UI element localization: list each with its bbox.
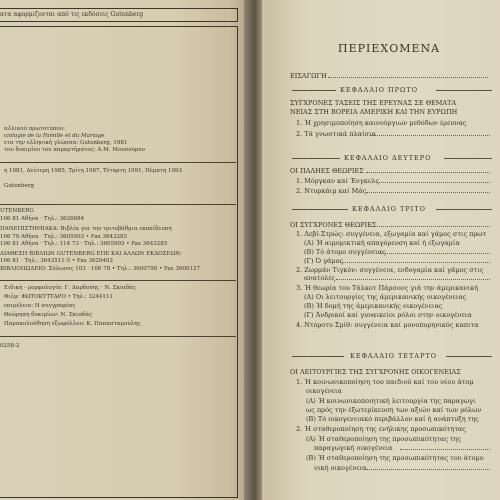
chapter-heading: ΚΕΦΑΛΑΙΟ ΔΕΥΤΕΡΟ: [344, 154, 432, 162]
toc-entry: ΟΙ ΛΕΙΤΟΥΡΓΙΕΣ ΤΗΣ ΣΥΓΧΡΟΝΗΣ ΟΙΚΟΓΕΝΕΙΑΣ: [290, 368, 461, 376]
toc-entry: (Α) Ή κοινωνικοποιητική λειτουργία της παραγωγι: [306, 397, 476, 405]
toc-entry: (Α) Οι λειτουργίες της άμερικανικής οικογένειας: [304, 293, 467, 301]
chapter-rule: [292, 158, 340, 159]
rights-line: ετα την ελληνική γλώσσα: Gutenberg, 1981: [4, 140, 128, 146]
rights-line: αλλικού πρωτοτύπου:: [4, 126, 65, 132]
leader-dots: [366, 192, 490, 193]
publisher-line: 106 81 · Τηλ.: 3643511-5 • Fax 3629402: [0, 258, 113, 264]
toc-entry: 1. Ή κοινωνικοποίηση του παιδιού καί του νέου άτομ: [296, 378, 474, 386]
toc-entry: 1. Ή χρησιμοποίηση καινούργιων μεθόδων έρευνας: [296, 119, 467, 127]
publisher-line: 106 81 Αθήνα · Τηλ.: 114 73 · Τηλ.: 3605903 • Fax 3643285: [0, 241, 168, 247]
toc-entry: (Β) Τό οικογενειακό περιβάλλον καί ή ανάπτυξη της: [306, 415, 479, 423]
toc-entry: παραγωγική οικογένεια: [314, 444, 393, 452]
toc-entry: (Β) Τό άτομο συγγένειας: [304, 248, 386, 256]
toc-entry: (Α) Ή αιμομικτική απαγόρευση καί ή εξωγαμία: [304, 239, 460, 247]
publisher-line: UTENBERG: [0, 208, 34, 214]
chapter-rule: [292, 356, 344, 357]
chapter-rule: [292, 209, 348, 210]
toc-entry: νική οικογένεια: [314, 464, 367, 472]
separator-rule: [0, 204, 236, 205]
publisher-line: ΠΑΝΕΠΙΣΤΗΜΙΑΚΑ: Βιβλία για την τριτοβάθμια εκπαίδευση: [0, 226, 172, 232]
toc-entry: ανατολές: [304, 274, 336, 282]
toc-entry: (Γ) Ό γάμος: [304, 257, 344, 265]
toc-entry: 1. Μόργκαν καί Ένγκελς: [296, 177, 379, 185]
toc-entry: 4. Ντόροτυ Σμίθ: συγγένεια καί μονοπυρηνικός καπιτα: [296, 321, 479, 329]
leader-dots: [366, 172, 490, 173]
separator-rule: [0, 280, 236, 281]
chapter-heading: ΚΕΦΑΛΑΙΟ ΤΡΙΤΟ: [352, 205, 426, 213]
leader-dots: [376, 182, 490, 183]
chapter-rule: [436, 209, 492, 210]
toc-entry: (Β) Ή σταθεροποίηση της προσωπικότητας του άτομο: [306, 454, 484, 462]
separator-rule: [0, 336, 236, 337]
rights-line: του δοκιμίου του παραρτήματος: Α.Μ. Μουσούρου: [4, 147, 145, 153]
toc-entry: ΣΥΓΧΡΟΝΕΣ ΤΑΣΕΙΣ ΤΗΣ ΕΡΕΥΝΑΣ ΣΕ ΘΕΜΑΤΑ: [290, 99, 457, 107]
toc-entry: ως πρός την έξωτερίκευση των αξιών καί των ρόλων: [306, 406, 482, 414]
credits-line: Φιλμ: ΦΩΤΟΚΥΤΤΑΡΟ • Τηλ.: 3244111: [4, 294, 113, 300]
leader-dots: [328, 77, 488, 78]
toc-entry: ΟΙ ΠΑΛΗΕΣ ΘΕΩΡΙΕΣ: [290, 167, 364, 175]
credits-line: Παρακολούθηση εξωφύλλου: Κ. Παπασταμούλης: [4, 321, 141, 327]
editions-line: η 1981, Δεύτερη 1985, Τρίτη 1987, Τέταρτη 1991, Πέμπτη 1993: [4, 168, 183, 174]
chapter-heading: ΚΕΦΑΛΑΙΟ ΠΡΩΤΟ: [340, 86, 419, 94]
publisher-line: 106 81 Αθήνα · Τηλ.: 3626684: [0, 216, 85, 222]
editions-line: Gutenberg: [4, 183, 34, 189]
rights-line: ciologie de la Famille et du Mariage: [4, 133, 105, 139]
leader-dots: [366, 469, 490, 470]
chapter-rule: [292, 90, 336, 91]
leader-dots: [340, 262, 490, 263]
toc-entry: οικογένεια: [306, 387, 342, 395]
leader-dots: [370, 226, 490, 227]
isbn-text: 0258-2: [0, 343, 20, 349]
toc-entry: (Γ) Άνδρικοί καί γυναικείοι ρόλοι στην οικογένεια: [304, 311, 472, 319]
toc-entry: ΝΕΙΑΣ ΣΤΗ ΒΟΡΕΙΑ ΑΜΕΡΙΚΗ ΚΑΙ ΤΗΝ ΕΥΡΩΠΗ: [290, 108, 458, 116]
leader-dots: [380, 253, 490, 254]
leader-dots: [400, 449, 490, 450]
toc-title: ΠΕΡΙΕΧΟΜΕΝΑ: [338, 42, 441, 55]
publisher-line: ΒΙΒΛΙΟΠΩΛΕΙΟ: Σόλωνος 103 · 106 78 • Τηλ.: 3600798 • Fax 3600127: [0, 266, 201, 272]
chapter-rule: [444, 158, 492, 159]
publisher-line: 106 79 Αθήνα · Τηλ.: 3605903 • Fax 3643285: [0, 234, 127, 240]
leader-dots: [336, 279, 490, 280]
publisher-line: ΔΙΑΘΕΣΗ ΒΙΒΛΙΩΝ GUTENBERG ΕΠΕ ΚΑΙ ΑΛΛΩΝ ΕΚΔΟΣΕΩΝ:: [0, 251, 182, 257]
chapter-rule: [446, 356, 492, 357]
chapter-rule: [436, 90, 492, 91]
credits-line: Θεώρηση δοκιμίων: Ν. Σκιαδάς: [4, 312, 93, 318]
top-notice-text: ατα αφορμιζονται από τις εκδόσεις Gutenberg: [0, 11, 144, 18]
toc-intro: ΕΙΣΑΓΩΓΗ: [290, 72, 327, 80]
credits-line: επιμέλεια: Η συγγραφέας: [4, 303, 76, 309]
toc-entry: 2. Ή σταθεροποίηση της ενήλικης προσωπικότητας: [296, 425, 466, 433]
toc-entry: 1. Λεβί-Στρώς: συγγένεια, εξωγαμία καί γάμος στις πρωτ: [296, 230, 487, 238]
toc-entry: 2. Ζωρμάν Τιγκόν: συγγένεια, ενδογαμία καί γάμος στις: [296, 266, 484, 274]
separator-rule: [0, 162, 236, 163]
credits-line: Ειδική - μορφολογία: Γ. Δαρδούης · Ν. Σκιαδάς: [4, 285, 136, 291]
toc-entry: (Α) Ή σταθεροποίηση της προσωπικότητας της: [306, 435, 462, 443]
toc-entry: 3. Ή θεωρία του Τάλκοτ Πάρσονς γιά την άμερικανική: [296, 284, 479, 292]
toc-entry: 2. Τά γνωστικά πλαίσια: [296, 130, 376, 138]
chapter-heading: ΚΕΦΑΛΑΙΟ ΤΕΤΑΡΤΟ: [350, 352, 438, 360]
toc-entry: (Β) Ή δομή της άμερικανικής οικογένειας: [304, 302, 443, 310]
toc-entry: 2. Ντυρκάιμ καί Μάς: [296, 187, 367, 195]
toc-entry: ΟΙ ΣΥΓΧΡΟΝΕΣ ΘΕΩΡΙΕΣ: [290, 221, 377, 229]
leader-dots: [370, 135, 490, 136]
